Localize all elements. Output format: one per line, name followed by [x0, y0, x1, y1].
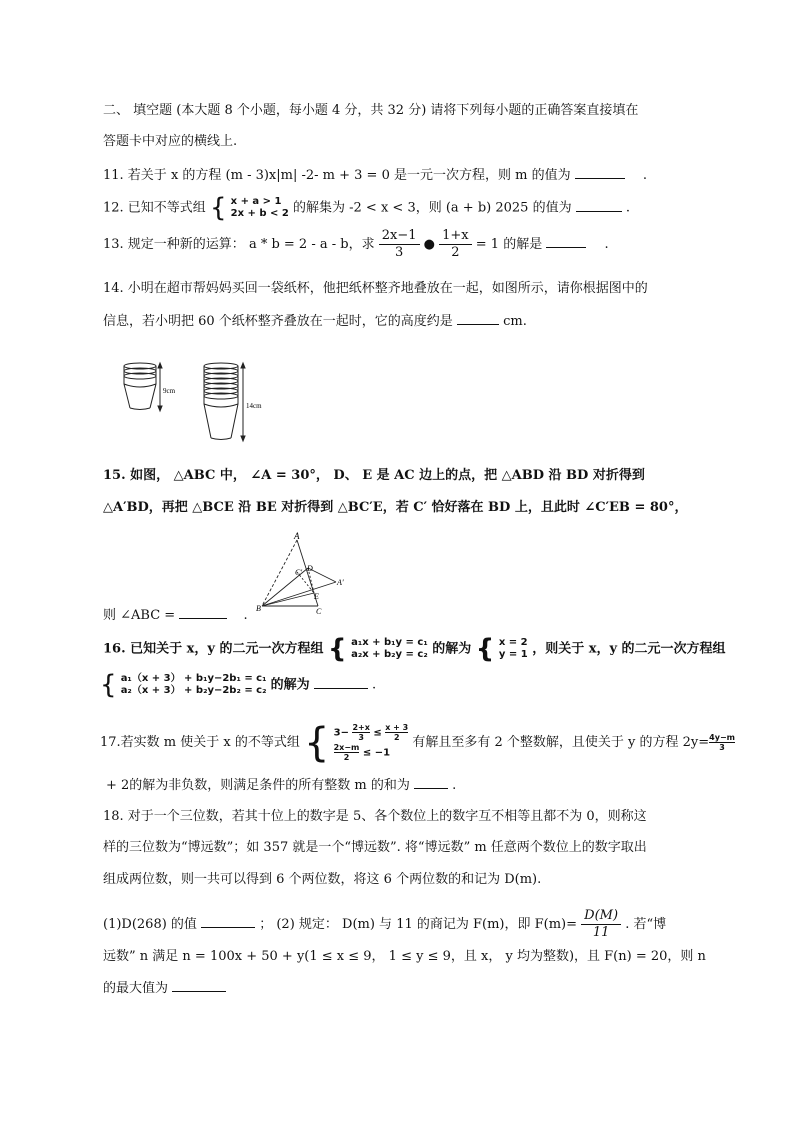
q11-answer-blank[interactable]	[575, 164, 625, 179]
q16-sys2-row1: a₁（x + 3） + b₁y−2b₁ = c₁	[120, 673, 267, 684]
label-C-prime: C′	[295, 568, 303, 577]
q16-sys1-row2: a₂x + b₂y = c₂	[351, 649, 428, 660]
q17-eq-frac	[709, 733, 735, 752]
q18-f-numerator: D(M)	[581, 908, 621, 925]
q17-r1-f2-num: x + 3	[385, 723, 409, 732]
q18-line6: 的最大值为	[103, 981, 169, 996]
question-13	[103, 228, 609, 261]
question-18-line3: 组成两位数，则一共可以得到 6 个两位数，将这 6 个两位数的和记为 D(m).	[103, 872, 542, 887]
q17-line2-pre: + 2的解为非负数，则满足条件的所有整数 m 的和为	[106, 778, 410, 793]
q17-r1-f1-den: 3	[358, 733, 364, 742]
label-E: E	[314, 592, 319, 601]
large-height-arrow	[241, 363, 245, 441]
q16-mid: 的解为	[432, 641, 472, 657]
q17-brace: {	[304, 719, 330, 766]
question-18-line6	[103, 977, 226, 999]
label-A-prime: A′	[337, 578, 344, 587]
q17-r1-op: ≤	[373, 727, 382, 739]
q17-pre: 17.若实数 m 使关于 x 的不等式组	[100, 735, 300, 750]
q13-operator: ●	[423, 237, 435, 252]
triangle-figure	[250, 530, 360, 615]
q13-fraction-1	[379, 228, 420, 261]
q16-tail: .	[371, 677, 377, 693]
q16-brace-1: {	[328, 634, 347, 664]
section-title: 二、 填空题 (本大题 8 个小题，每小题 4 分，共 32 分) 请将下列每小题的正确答案直接填在	[103, 103, 639, 118]
q16-brace-2: {	[475, 634, 495, 664]
q17-eq-num: 4y−m	[709, 733, 735, 742]
q17-line2-post: .	[452, 778, 457, 793]
q14-answer-blank[interactable]	[457, 310, 499, 325]
question-11	[103, 164, 647, 186]
question-16-line2	[100, 672, 376, 698]
q16-solution	[499, 637, 528, 661]
q13-f2-denominator: 2	[451, 245, 460, 260]
q16-post2: 的解为	[270, 677, 310, 693]
large-height-label: 14cm	[246, 402, 262, 410]
q18-fraction	[581, 908, 621, 941]
label-D: D	[307, 564, 313, 573]
q13-fraction-2	[439, 228, 472, 261]
cups-figure	[118, 360, 278, 445]
q15-answer-blank[interactable]	[179, 604, 227, 619]
q15-line3-pre: 则 ∠ABC =	[103, 608, 176, 623]
q16-sys1-row1: a₁x + b₁y = c₁	[351, 637, 428, 648]
q17-row1	[334, 723, 409, 743]
q13-post: = 1 的解是	[475, 237, 543, 252]
q13-pre: 13. 规定一种新的运算： a * b = 2 - a - b，求	[103, 237, 375, 252]
q16-sys2-row2: a₂（x + 3） + b₂y−2b₂ = c₂	[120, 685, 267, 696]
q13-f1-denominator: 3	[394, 245, 404, 260]
q17-r1-f2-den: 2	[393, 733, 400, 742]
q16-system-2	[121, 673, 267, 697]
label-C: C	[316, 607, 322, 615]
q16-sol-row2: y = 1	[498, 649, 528, 660]
q12-brace: {	[209, 193, 227, 223]
small-cup-stack	[124, 363, 156, 410]
q15-line3-post: .	[243, 608, 248, 623]
q18-line4-b: ； (2) 规定： D(m) 与 11 的商记为 F(m)，即 F(m)=	[259, 917, 578, 932]
q17-r1-frac2	[385, 723, 408, 742]
q13-f2-numerator: 1+x	[439, 228, 472, 245]
q17-r1-frac1	[352, 723, 369, 742]
question-18-line5: 远数” n 满足 n = 100x + 50 + y(1 ≤ x ≤ 9， 1 ≤ y ≤ 9，且 x， y 均为整数)，且 F(n) = 20，则 n	[103, 949, 706, 964]
question-15-line2: △A′BD，再把 △BCE 沿 BE 对折得到 △BC′E，若 C′ 恰好落在 BD 上，且此时 ∠C′EB = 80°，	[103, 500, 688, 515]
q12-tail: .	[625, 200, 630, 216]
q12-row1: x + a > 1	[230, 196, 282, 207]
q17-r1-f1-num: 2+x	[352, 723, 370, 732]
q17-r2-rest: ≤ −1	[362, 747, 391, 758]
question-18-line1: 18. 对于一个三位数，若其十位上的数字是 5、各个数位上的数字互不相等且都不为 0，则称这	[103, 809, 647, 824]
small-height-label: 9cm	[163, 387, 176, 395]
question-14-line1: 14. 小明在超市帮妈妈买回一袋纸杯，他把纸杯整齐地叠放在一起，如图所示，请你根据图中的	[103, 281, 648, 296]
q12-pre: 12. 已知不等式组	[103, 200, 206, 216]
large-cup-stack	[204, 363, 238, 440]
q12-post: 的解集为 -2 < x < 3，则 (a + b) 2025 的值为	[293, 200, 572, 216]
q18-answer-blank-1[interactable]	[201, 913, 255, 928]
question-16-line1	[103, 636, 726, 662]
q17-r2-f-den: 2	[343, 752, 350, 762]
q16-pre: 16. 已知关于 x，y 的二元一次方程组	[103, 641, 324, 657]
q11-text: 11. 若关于 x 的方程 (m - 3)x|m| -2- m + 3 = 0 是一元一次方程，则 m 的值为	[103, 168, 571, 183]
q16-post: ，则关于 x，y 的二元一次方程组	[532, 641, 726, 657]
q13-answer-blank[interactable]	[546, 233, 586, 248]
q13-f1-numerator: 2x−1	[379, 228, 420, 245]
label-B: B	[256, 604, 261, 613]
question-15-line3	[103, 604, 248, 626]
q14-line2-post: cm.	[503, 314, 527, 329]
q16-system-1	[351, 637, 428, 661]
q16-sol-row1: x = 2	[498, 637, 528, 648]
q17-mid: 有解且至多有 2 个整数解，且使关于 y 的方程 2y=	[412, 735, 710, 750]
q17-r2-frac	[334, 743, 360, 762]
q12-system	[231, 196, 289, 220]
label-A: A	[294, 531, 300, 541]
small-height-arrow	[158, 363, 162, 411]
question-17-line1	[100, 719, 735, 766]
q16-answer-blank[interactable]	[314, 674, 368, 689]
question-14-line2	[103, 310, 527, 332]
q18-answer-blank-2[interactable]	[172, 977, 226, 992]
q12-row2: 2x + b < 2	[230, 208, 289, 219]
section-instruction: 答题卡中对应的横线上.	[103, 134, 238, 149]
q14-line2-pre: 信息，若小明把 60 个纸杯整齐叠放在一起时，它的高度约是	[103, 314, 453, 329]
q18-line4-a: (1)D(268) 的值	[103, 917, 197, 932]
q12-answer-blank[interactable]	[576, 197, 622, 212]
q17-r1-lead: 3−	[333, 727, 349, 739]
question-12	[103, 195, 630, 221]
q17-eq-den: 3	[719, 743, 725, 752]
question-18-line2: 样的三位数为“博远数”；如 357 就是一个“博远数”. 将“博远数” m 任意两个数位上的数字取出	[103, 840, 647, 855]
q11-tail: .	[642, 168, 648, 183]
question-18-line4	[103, 908, 666, 941]
q13-tail: .	[604, 237, 609, 252]
q17-answer-blank[interactable]	[414, 774, 448, 789]
question-15-line1: 15. 如图， △ABC 中， ∠A = 30°， D、 E 是 AC 边上的点，把 △ABD 沿 BD 对折得到	[103, 468, 645, 483]
q17-system	[334, 723, 409, 762]
q16-brace-3: {	[100, 670, 117, 700]
q18-f-denominator: 11	[592, 925, 610, 940]
q17-row2	[334, 743, 409, 763]
question-17-line2	[106, 774, 456, 796]
q17-r2-f-num: 2x−m	[333, 742, 360, 752]
q18-line4-c: . 若“博	[625, 917, 667, 932]
